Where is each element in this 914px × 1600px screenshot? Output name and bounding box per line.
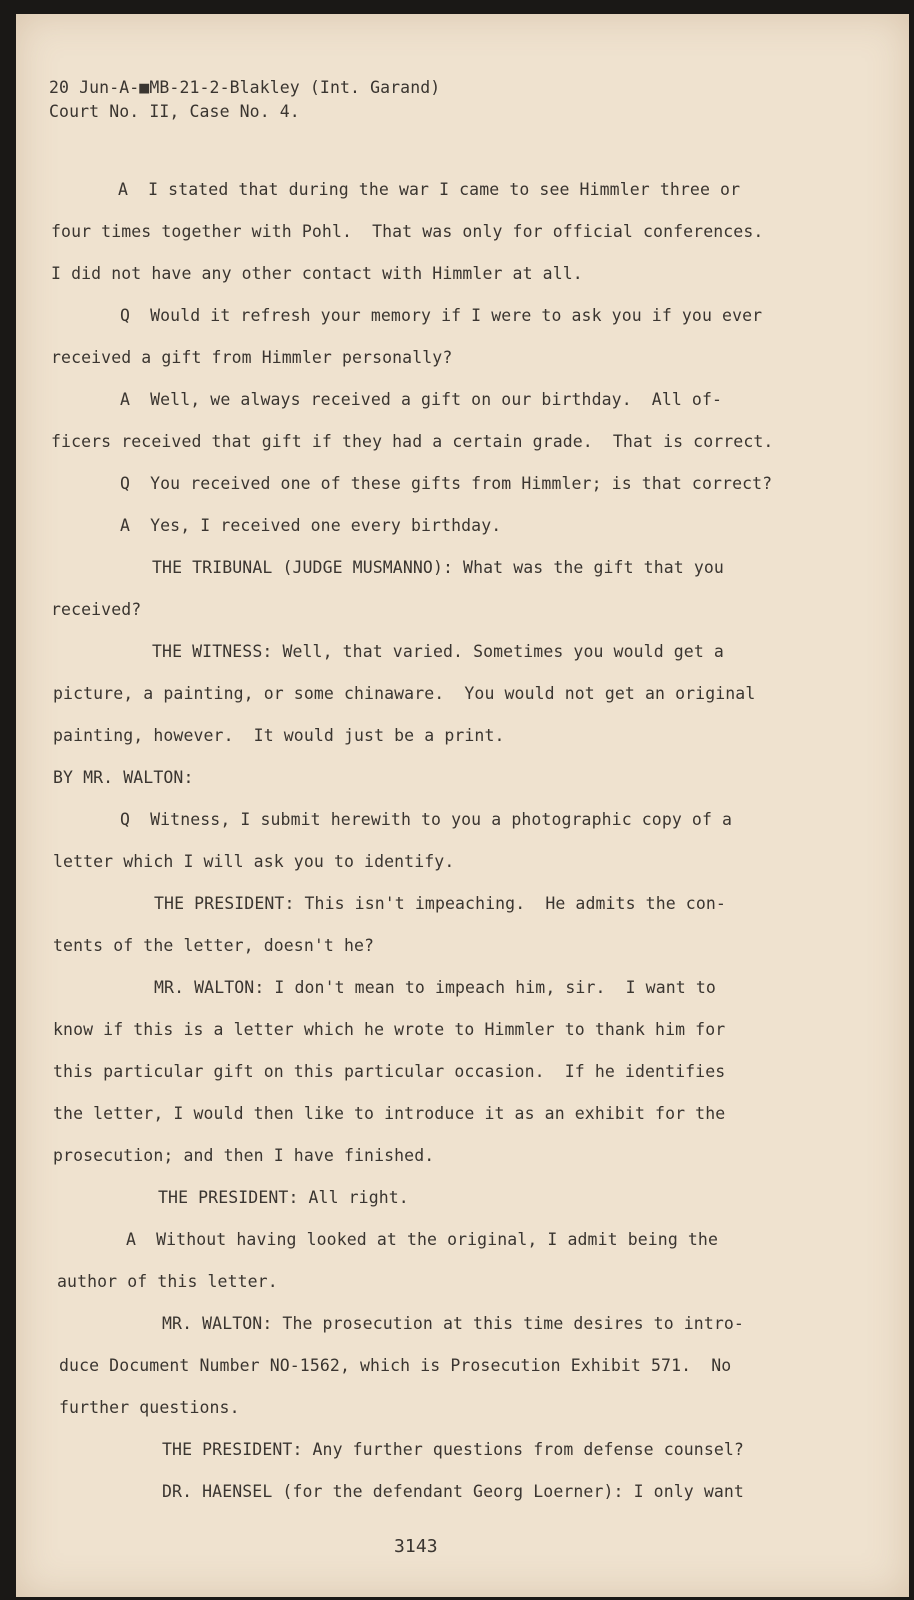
text-line: picture, a painting, or some chinaware. You would not get an original (53, 684, 756, 703)
text-line: know if this is a letter which he wrote to Himmler to thank him for (53, 1020, 726, 1039)
text-line: painting, however. It would just be a print. (53, 726, 505, 745)
text-line: Q Would it refresh your memory if I were to ask you if you ever (120, 306, 763, 325)
text-line: duce Document Number NO-1562, which is Prosecution Exhibit 571. No (59, 1356, 732, 1375)
text-line: I did not have any other contact with Himmler at all. (51, 264, 583, 283)
text-line: prosecution; and then I have finished. (53, 1146, 435, 1165)
text-line: Q You received one of these gifts from Himmler; is that correct? (120, 474, 773, 493)
text-line: author of this letter. (57, 1272, 278, 1291)
text-line: DR. HAENSEL (for the defendant Georg Loerner): I only want (162, 1482, 744, 1501)
text-line: the letter, I would then like to introduce it as an exhibit for the (53, 1104, 726, 1123)
document-page (16, 14, 909, 1597)
text-line: tents of the letter, doesn't he? (53, 936, 375, 955)
text-line: THE WITNESS: Well, that varied. Sometimes you would get a (152, 642, 724, 661)
text-line: A Yes, I received one every birthday. (120, 516, 502, 535)
text-line: A Well, we always received a gift on our birthday. All of- (120, 390, 723, 409)
header-line-2: Court No. II, Case No. 4. (49, 102, 300, 121)
text-line: THE PRESIDENT: This isn't impeaching. He admits the con- (154, 894, 726, 913)
text-line: received a gift from Himmler personally? (51, 348, 453, 367)
text-line: MR. WALTON: The prosecution at this time desires to intro- (162, 1314, 744, 1333)
page-number: 3143 (394, 1536, 438, 1557)
text-line: Q Witness, I submit herewith to you a photographic copy of a (120, 810, 733, 829)
header-line-1: 20 Jun-A-■MB-21-2-Blakley (Int. Garand) (49, 78, 441, 97)
text-line: THE TRIBUNAL (JUDGE MUSMANNO): What was the gift that you (152, 558, 724, 577)
text-line: A Without having looked at the original, I admit being the (126, 1230, 718, 1249)
text-line: BY MR. WALTON: (53, 768, 194, 787)
text-line: MR. WALTON: I don't mean to impeach him, sir. I want to (154, 978, 716, 997)
text-line: A I stated that during the war I came to see Himmler three or (118, 180, 741, 199)
text-line: THE PRESIDENT: All right. (158, 1188, 409, 1207)
text-line: ficers received that gift if they had a certain grade. That is correct. (51, 432, 774, 451)
text-line: this particular gift on this particular occasion. If he identifies (53, 1062, 726, 1081)
text-line: received? (51, 600, 142, 619)
text-line: four times together with Pohl. That was only for official conferences. (51, 222, 764, 241)
text-line: THE PRESIDENT: Any further questions from defense counsel? (162, 1440, 744, 1459)
text-line: further questions. (59, 1398, 240, 1417)
text-line: letter which I will ask you to identify. (53, 852, 455, 871)
